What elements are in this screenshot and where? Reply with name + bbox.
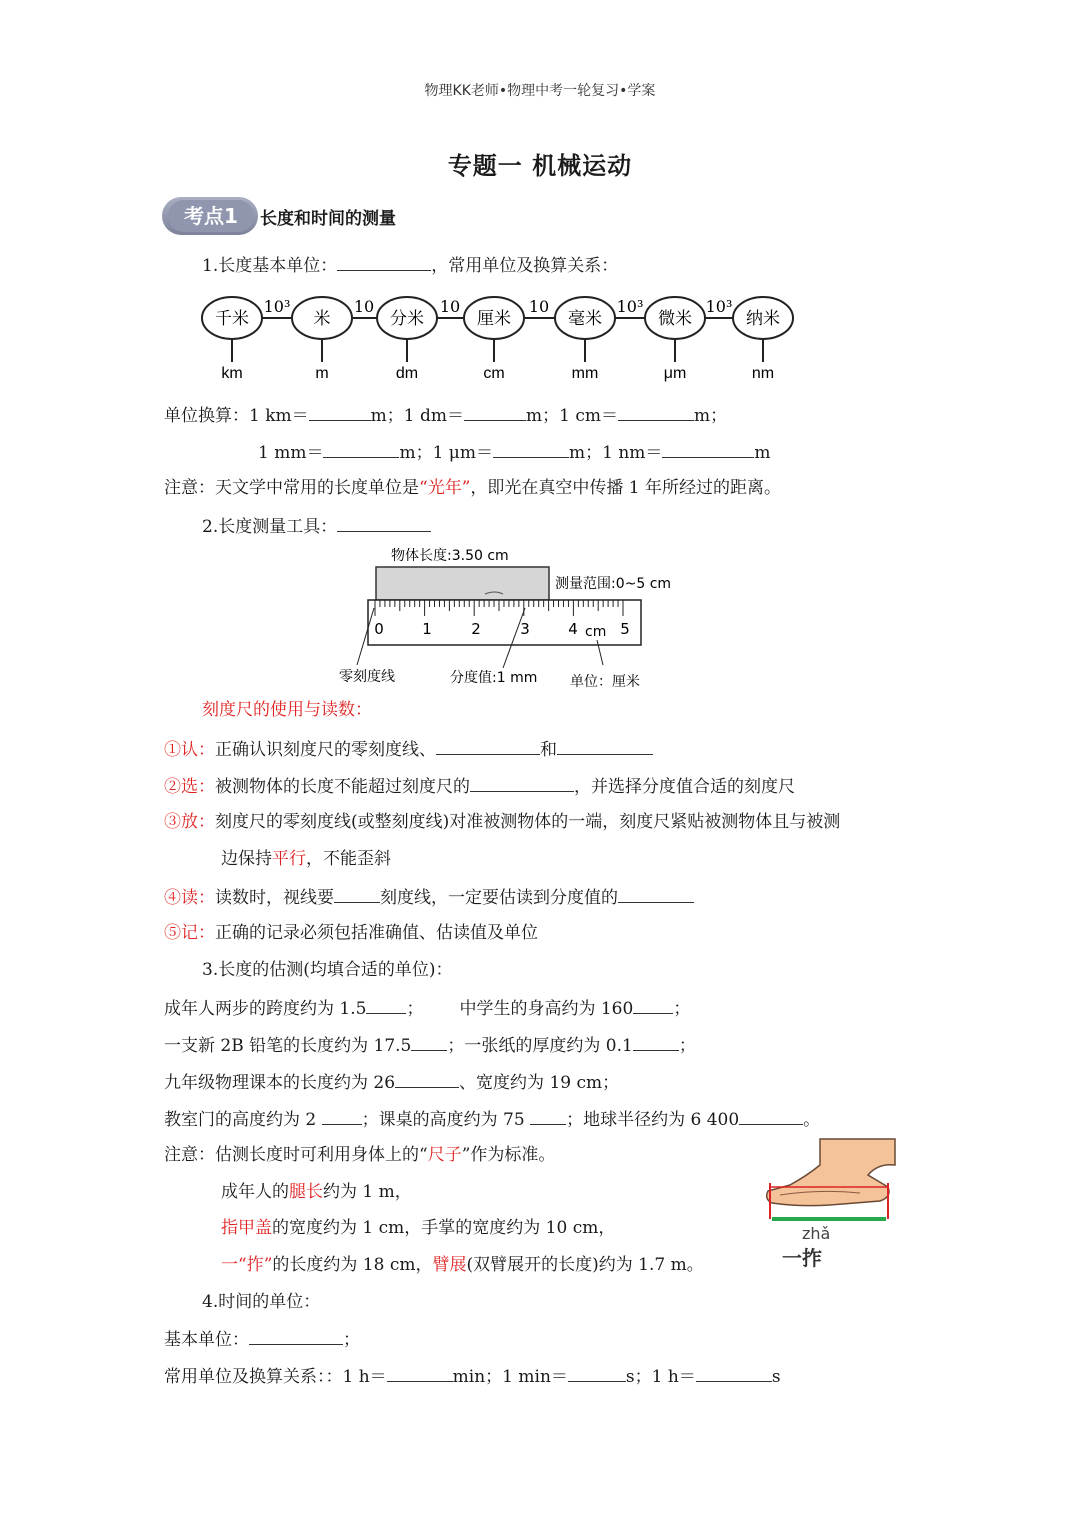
unit-symbol: cm (483, 365, 505, 382)
conv-line-2: 1 mm＝ m；1 μm＝ m；1 nm＝ m (258, 439, 771, 465)
step-recognize: ①认：正确认识刻度尺的零刻度线、 和 (164, 736, 653, 762)
q2-line: 2.长度测量工具： (202, 513, 431, 539)
answer-blank[interactable] (337, 252, 431, 271)
step-place-cont: 边保持平行，不能歪斜 (221, 849, 391, 869)
estimate-line-4: 教室门的高度约为 2 ；课桌的高度约为 75 ；地球半径约为 6 400 。 (164, 1106, 820, 1132)
answer-blank[interactable] (323, 439, 399, 458)
body-nail: 指甲盖的宽度约为 1 cm，手掌的宽度约为 10 cm， (221, 1218, 616, 1238)
unit-name: 纳米 (746, 309, 780, 329)
estimate-line-1: 成年人两步的跨度约为 1.5 ； 中学生的身高约为 160 ； (164, 995, 690, 1021)
conv-line-1: 单位换算：1 km＝ m；1 dm＝ m；1 cm＝ m； (164, 402, 727, 428)
answer-blank[interactable] (618, 402, 694, 421)
note-lightyear: 注意：天文学中常用的长度单位是“光年”，即光在真空中传播 1 年所经过的距离。 (164, 478, 782, 498)
note-body-ruler: 注意：估测长度时可利用身体上的“尺子”作为标准。 (164, 1145, 556, 1165)
step-record: ⑤记：正确的记录必须包括准确值、估读值及单位 (164, 923, 538, 943)
zero-line-label: 零刻度线 (339, 669, 395, 685)
step-place: ③放：刻度尺的零刻度线(或整刻度线)对准被测物体的一端，刻度尺紧贴被测物体且与被测 (164, 812, 841, 832)
answer-blank[interactable] (530, 1106, 566, 1125)
unit-name: 分米 (390, 309, 424, 329)
division-label: 分度值:1 mm (450, 670, 538, 686)
unit-symbol: dm (395, 365, 419, 382)
answer-blank[interactable] (696, 1363, 772, 1382)
answer-blank[interactable] (436, 736, 540, 755)
ruler-tick-label: 5 (620, 620, 630, 638)
q1-text-b: ，常用单位及换算关系： (431, 256, 619, 276)
answer-blank[interactable] (249, 1326, 343, 1345)
answer-blank[interactable] (633, 1032, 679, 1051)
unit-name: 厘米 (477, 309, 511, 329)
answer-blank[interactable] (464, 402, 526, 421)
ruler-tick-label: 2 (471, 620, 481, 638)
unit-symbol: nm (751, 365, 775, 382)
unit-ratio: 10³ (263, 297, 291, 316)
page-title: 专题一 机械运动 (447, 152, 633, 180)
unit-symbol: km (221, 365, 243, 382)
answer-blank[interactable] (395, 1069, 459, 1088)
unit-symbol: mm (571, 365, 599, 382)
time-conversion: 常用单位及换算关系：：1 h＝ min；1 min＝ s；1 h＝ s (164, 1363, 781, 1389)
step-select: ②选：被测物体的长度不能超过刻度尺的 ，并选择分度值合适的刻度尺 (164, 773, 795, 799)
usage-title: 刻度尺的使用与读数： (202, 700, 372, 720)
section-title: 长度和时间的测量 (260, 209, 396, 229)
object-length-label: 物体长度:3.50 cm (391, 548, 509, 564)
unit-name: 千米 (215, 309, 249, 329)
answer-blank[interactable] (662, 439, 754, 458)
hand-label: 一拃 (782, 1246, 822, 1270)
answer-blank[interactable] (411, 1032, 447, 1051)
unit-ratio: 10 (353, 297, 375, 316)
unit-name: 微米 (658, 309, 692, 329)
answer-blank[interactable] (493, 439, 569, 458)
badge-label: 考点1 (168, 200, 254, 232)
unit-name: 毫米 (568, 309, 602, 329)
answer-blank[interactable] (470, 773, 574, 792)
section-badge (162, 197, 258, 235)
ruler-tick-label: 3 (520, 620, 530, 638)
ruler-tick-label: 0 (374, 620, 384, 638)
hand-pinyin: zhǎ (802, 1224, 831, 1243)
unit-ratio: 10³ (616, 297, 644, 316)
answer-blank[interactable] (334, 884, 380, 903)
hand-icon (767, 1139, 895, 1206)
q1-line (202, 252, 618, 278)
unit-chain-diagram (195, 290, 805, 385)
unit-symbol: m (315, 365, 329, 382)
answer-blank[interactable] (618, 884, 694, 903)
answer-blank[interactable] (309, 402, 371, 421)
page-header: 物理KK老师•物理中考一轮复习•学案 (424, 83, 656, 99)
estimate-line-3: 九年级物理课本的长度约为 26 、宽度约为 19 cm； (164, 1069, 619, 1095)
body-leg: 成年人的腿长约为 1 m， (221, 1182, 412, 1202)
ruler-diagram (335, 540, 695, 695)
step-read: ④读：读数时，视线要 刻度线，一定要估读到分度值的 (164, 884, 694, 910)
ruler-tick-label: 1 (422, 620, 432, 638)
range-label: 测量范围:0~5 cm (555, 576, 672, 592)
unit-name: 米 (313, 309, 331, 329)
time-base-unit: 基本单位： ； (164, 1326, 360, 1352)
unit-ratio: 10³ (705, 297, 733, 316)
answer-blank[interactable] (366, 995, 406, 1014)
answer-blank[interactable] (633, 995, 673, 1014)
answer-blank[interactable] (739, 1106, 803, 1125)
q1-text: 1.长度基本单位： (202, 256, 338, 276)
answer-blank[interactable] (387, 1363, 453, 1382)
measured-object (376, 567, 549, 600)
ruler-tick-label: 4 (568, 620, 578, 638)
unit-label: 单位：厘米 (570, 674, 640, 690)
answer-blank[interactable] (337, 513, 431, 532)
ruler-unit-mark: cm (585, 624, 607, 640)
unit-ratio: 10 (439, 297, 461, 316)
q3-line: 3.长度的估测(均填合适的单位)： (202, 960, 453, 980)
q4-line: 4.时间的单位： (202, 1292, 321, 1312)
answer-blank[interactable] (568, 1363, 626, 1382)
unit-ratio: 10 (528, 297, 550, 316)
body-span: 一“拃”的长度约为 18 cm，臂展(双臂展开的长度)约为 1.7 m。 (221, 1255, 704, 1275)
answer-blank[interactable] (557, 736, 653, 755)
unit-symbol: μm (663, 365, 687, 382)
hand-span-illustration (760, 1135, 900, 1275)
answer-blank[interactable] (322, 1106, 362, 1125)
estimate-line-2: 一支新 2B 铅笔的长度约为 17.5 ；一张纸的厚度约为 0.1 ； (164, 1032, 696, 1058)
